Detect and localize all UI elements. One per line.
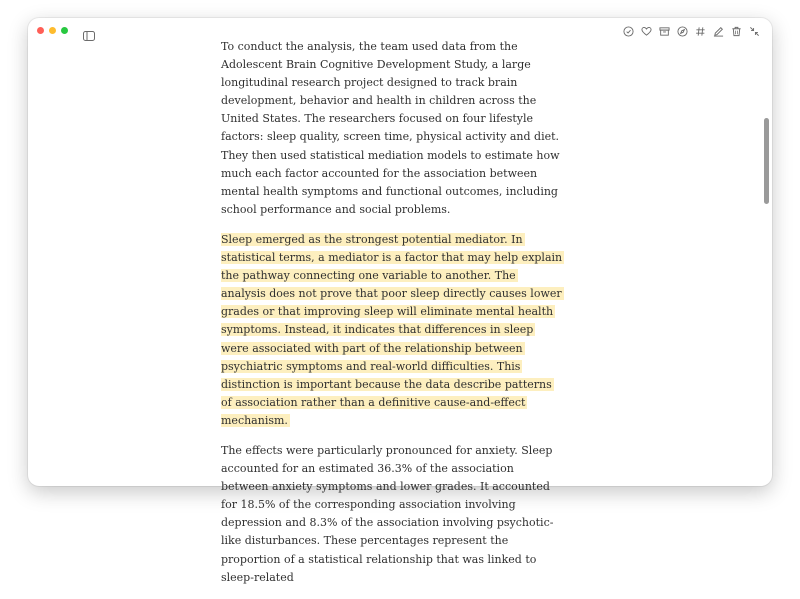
article-body (221, 38, 563, 599)
zoom-button[interactable] (61, 27, 68, 34)
scrollbar[interactable] (764, 118, 769, 204)
paragraph: The effects were particularly pronounced for anxiety. Sleep accounted for an estimated 36.3% of the association between anxiety symptoms and lower grades. It accounted for 18.5% of the corresponding association involving depression and 8.3% of the association involving psychotic-like disturbances. These percentages represent the proportion of a statistical relationship that was linked to sleep-related (221, 443, 554, 584)
archive-icon[interactable] (658, 25, 670, 37)
sidebar-toggle-icon[interactable] (83, 26, 95, 36)
check-circle-icon[interactable] (622, 25, 634, 37)
highlighted-paragraph[interactable] (221, 231, 563, 430)
collapse-icon[interactable] (748, 25, 760, 37)
pencil-icon[interactable] (712, 25, 724, 37)
toolbar (622, 25, 760, 37)
reader-window (28, 18, 772, 584)
heart-icon[interactable] (640, 25, 652, 37)
window-controls (37, 27, 68, 34)
highlight[interactable]: Sleep emerged as the strongest potential mediator. In statistical terms, a mediator is a factor that may help explain the pathway connecting one variable to another. The analysis does not prove that poor sleep directly causes lower grades or that improving sleep will eliminate mental health symptoms. Instead, it indicates that differences in sleep were associated with part of the relationship between psychiatric symptoms and real-world difficulties. This distinction is important because the data describe patterns of association rather than a definitive cause-and-effect mechanism. (221, 232, 563, 427)
minimize-button[interactable] (49, 27, 56, 34)
hashtag-icon[interactable] (694, 25, 706, 37)
close-button[interactable] (37, 27, 44, 34)
compass-icon[interactable] (676, 25, 688, 37)
trash-icon[interactable] (730, 25, 742, 37)
paragraph: To conduct the analysis, the team used data from the Adolescent Brain Cognitive Development Study, a large longitudinal research project designed to track brain development, behavior and health in children across the United States. The researchers focused on four lifestyle factors: sleep quality, screen time, physical activity and diet. They then used statistical mediation models to estimate how much each factor accounted for the association between mental health symptoms and functional outcomes, including school performance and social problems. (221, 40, 560, 216)
